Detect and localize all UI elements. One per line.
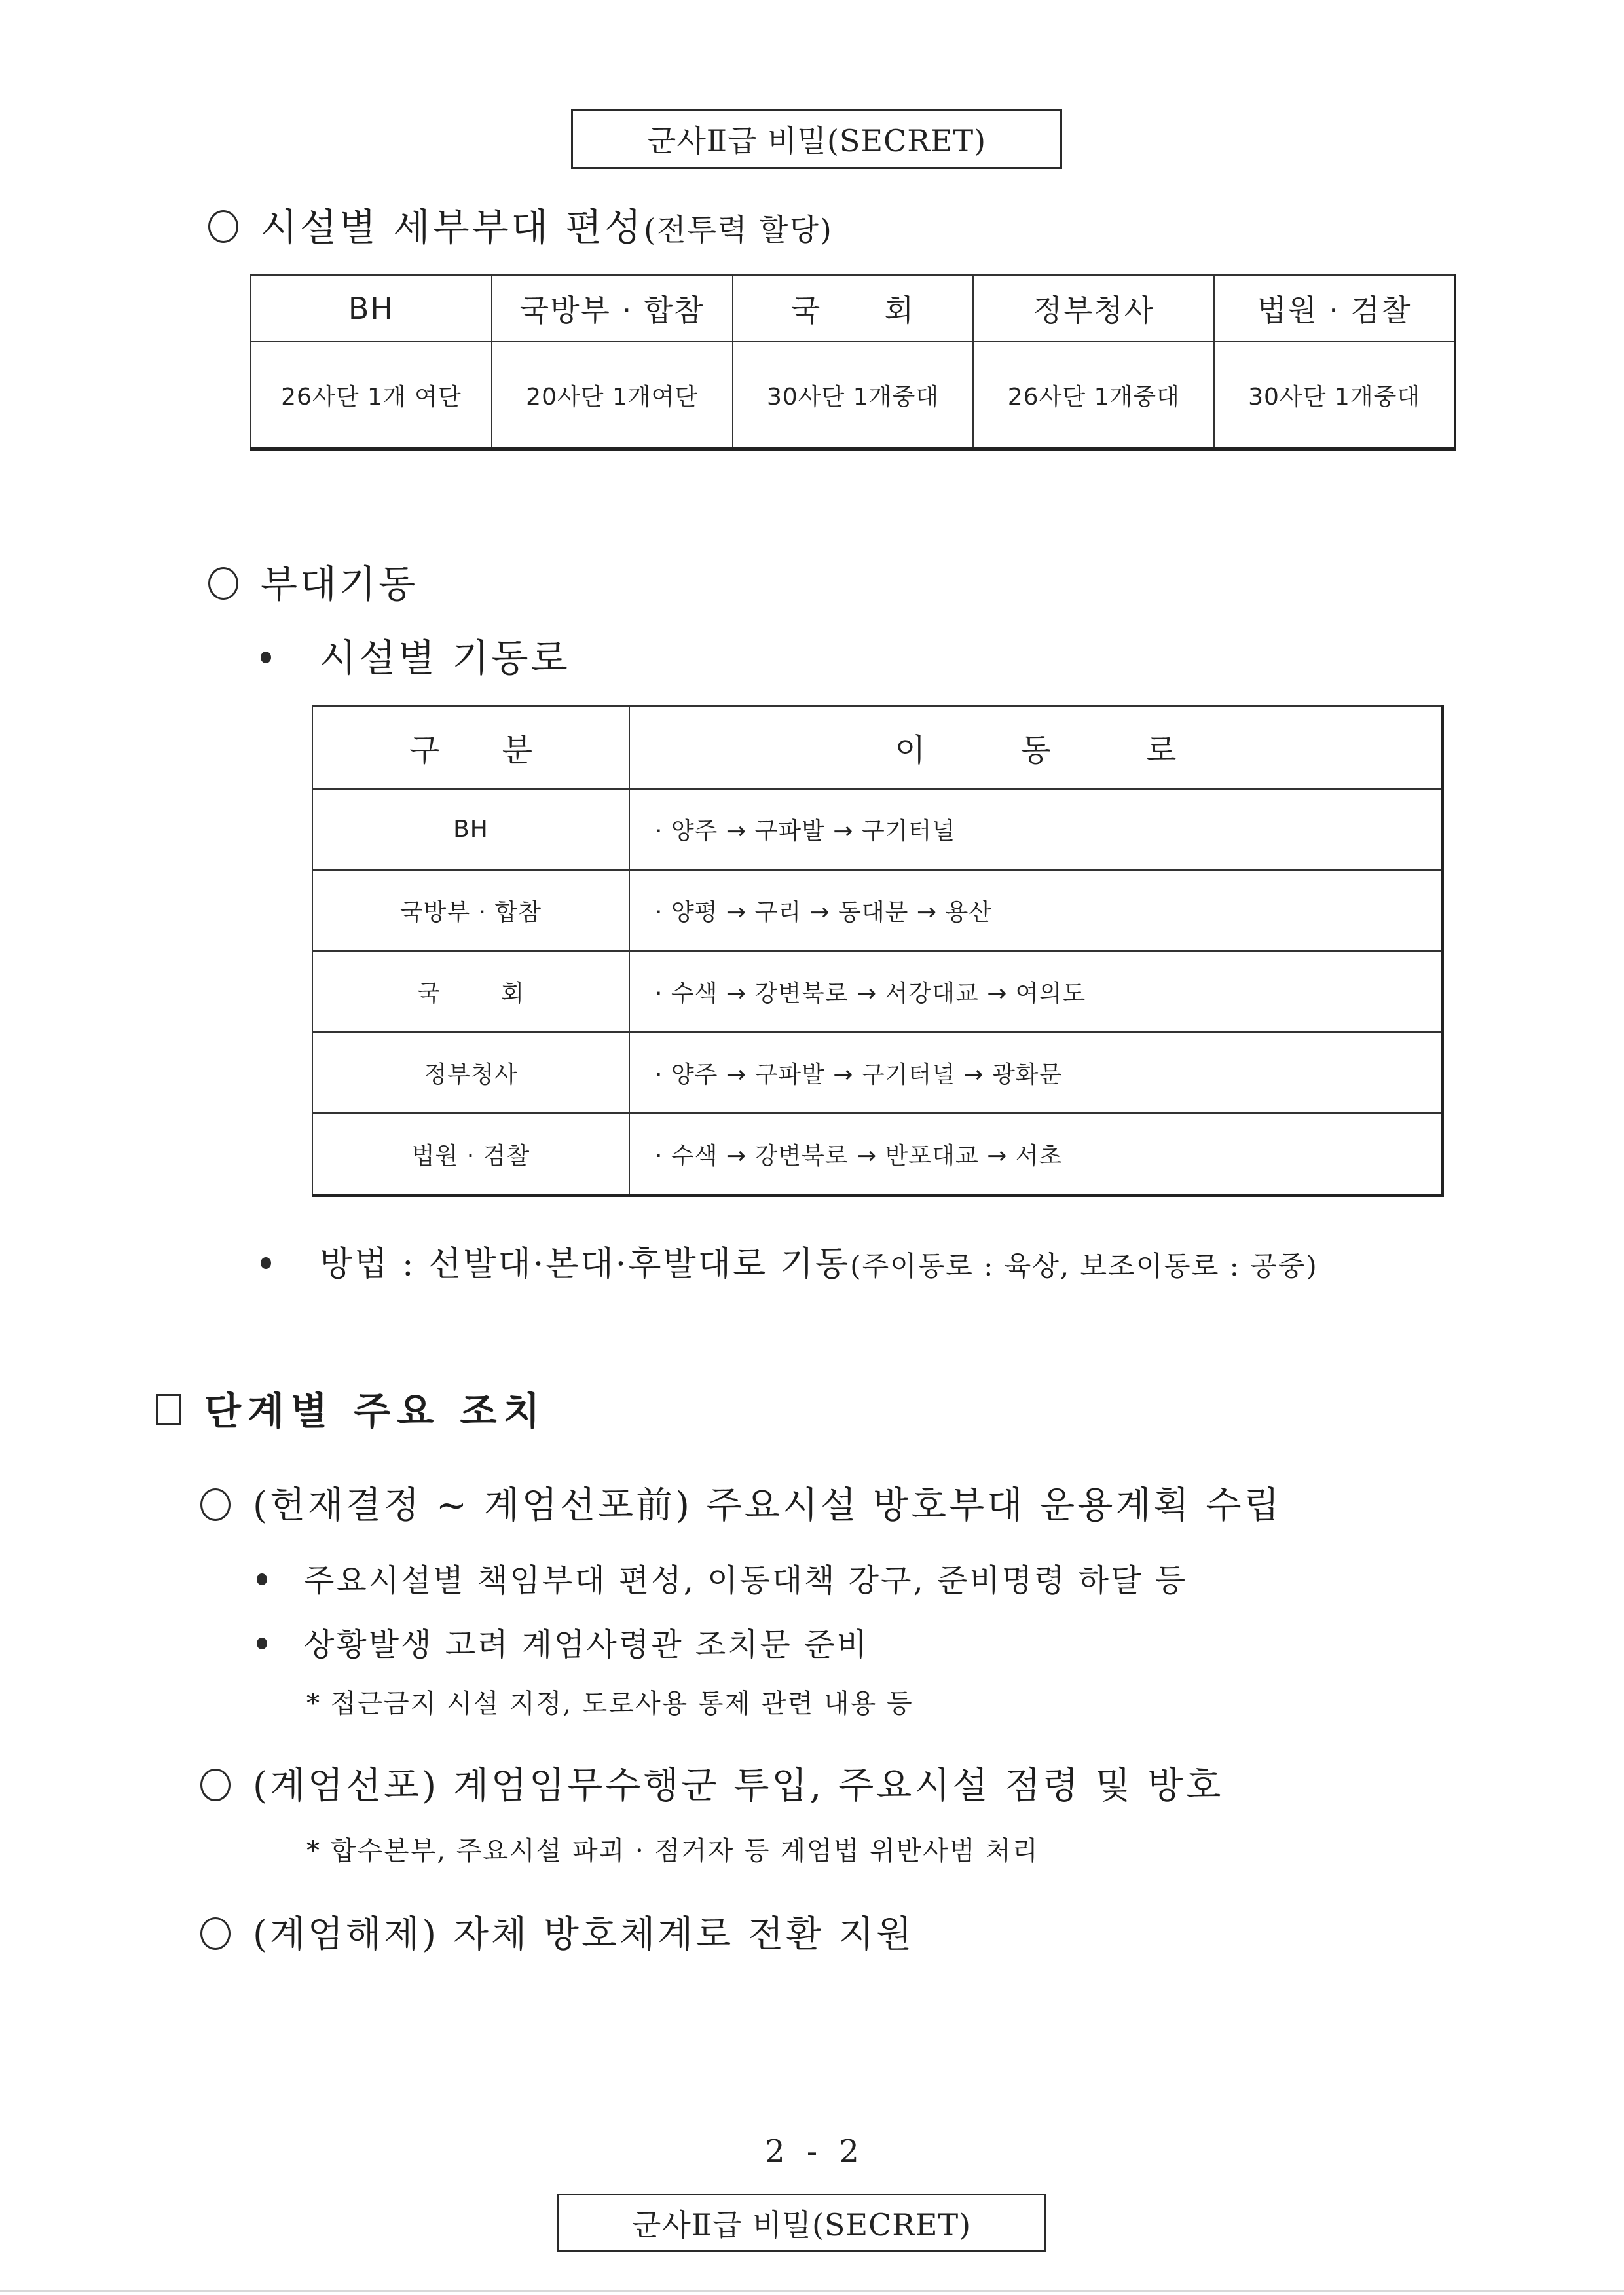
heading-paren: (전투력 할당) [644, 212, 833, 248]
table-row [312, 870, 1443, 951]
method-text: 방법 : 선발대·본대·후발대로 기동 [320, 1245, 851, 1284]
table-header-cell: 국방부 · 합참 [492, 275, 733, 342]
table-cell: 30사단 1개중대 [1214, 342, 1455, 449]
classification-banner-top [571, 109, 1062, 169]
circle-bullet-icon [200, 1917, 231, 1950]
classification-label: 군사Ⅱ급 비밀(SECRET) [646, 123, 987, 158]
table-header-cell: 구 분 [312, 706, 629, 789]
section-unit-organization-heading [208, 196, 833, 251]
phase-bullet [257, 1619, 869, 1664]
route-cell: · 양주 → 구파발 → 구기터널 → 광화문 [629, 1033, 1443, 1114]
table-header-cell: 정부청사 [973, 275, 1214, 342]
bullet-text: 주요시설별 책임부대 편성, 이동대책 강구, 준비명령 하달 등 [304, 1562, 1188, 1599]
table-header-row [251, 275, 1455, 342]
phase-text: (계엄해제) 자체 방호체계로 전환 지원 [253, 1913, 915, 1956]
subheading-text: 시설별 기동로 [320, 636, 570, 680]
phase-bullet [257, 1555, 1187, 1600]
route-cell: · 수색 → 강변북로 → 반포대교 → 서초 [629, 1114, 1443, 1196]
movement-method-line [261, 1236, 1318, 1285]
table-header-row [312, 706, 1443, 789]
route-cell: · 양주 → 구파발 → 구기터널 [629, 789, 1443, 870]
phase-note: * 접근금지 시설 지정, 도로사용 통제 관련 내용 등 [306, 1689, 913, 1719]
phase-text: (계엄선포) 계엄임무수행군 투입, 주요시설 점령 및 방호 [253, 1765, 1224, 1807]
section-unit-movement-heading [208, 553, 418, 608]
table-cell: 26사단 1개중대 [973, 342, 1214, 449]
circle-bullet-icon [208, 210, 238, 243]
route-cell: · 양평 → 구리 → 동대문 → 용산 [629, 870, 1443, 951]
movement-routes-table [312, 705, 1444, 1197]
phase-item-lifting [200, 1905, 914, 1958]
table-row [312, 1033, 1443, 1114]
bullet-text: 상황발생 고려 계엄사령관 조치문 준비 [304, 1626, 869, 1663]
circle-bullet-icon [208, 567, 238, 600]
facility-cell: 법원 · 검찰 [312, 1114, 629, 1196]
table-row [312, 789, 1443, 870]
table-row [312, 951, 1443, 1033]
movement-routes-subheading [261, 627, 570, 682]
table-row [251, 342, 1455, 449]
circle-bullet-icon [200, 1769, 231, 1801]
facility-cell: 국방부 · 합참 [312, 870, 629, 951]
classification-label: 군사Ⅱ급 비밀(SECRET) [631, 2207, 972, 2243]
facility-cell: 국 회 [312, 951, 629, 1033]
table-cell: 26사단 1개 여단 [251, 342, 492, 449]
table-header-cell: 국 회 [733, 275, 974, 342]
classification-banner-bottom [557, 2194, 1046, 2252]
table-row [312, 1114, 1443, 1196]
unit-allocation-table [250, 274, 1456, 451]
table-cell: 30사단 1개중대 [733, 342, 974, 449]
dot-bullet-icon [261, 1257, 271, 1269]
table-header-cell: 이 동 로 [629, 706, 1443, 789]
page-number: 2 - 2 [765, 2133, 859, 2170]
heading-text: 시설별 세부부대 편성 [261, 205, 644, 249]
dot-bullet-icon [261, 652, 271, 663]
route-cell: · 수색 → 강변북로 → 서강대교 → 여의도 [629, 951, 1443, 1033]
circle-bullet-icon [200, 1488, 231, 1521]
table-header-cell: 법원 · 검찰 [1214, 275, 1455, 342]
dot-bullet-icon [257, 1573, 267, 1585]
phase-item-declaration [200, 1757, 1223, 1809]
dot-bullet-icon [257, 1638, 267, 1649]
facility-cell: 정부청사 [312, 1033, 629, 1114]
table-cell: 20사단 1개여단 [492, 342, 733, 449]
phase-text: (헌재결정 ~ 계엄선포前) 주요시설 방호부대 운용계획 수립 [253, 1484, 1282, 1527]
section-phase-measures-heading [156, 1380, 547, 1435]
phase-note: * 합수본부, 주요시설 파괴 · 점거자 등 계엄법 위반사범 처리 [306, 1836, 1039, 1866]
scan-edge-divider [0, 2290, 1624, 2292]
table-header-cell: BH [251, 275, 492, 342]
facility-cell: BH [312, 789, 629, 870]
square-bullet-icon [156, 1394, 181, 1425]
heading-text: 부대기동 [261, 562, 418, 606]
phase-item-pre-declaration [200, 1477, 1282, 1529]
heading-text: 단계별 주요 조치 [204, 1389, 547, 1433]
method-paren: (주이동로 : 육상, 보조이동로 : 공중) [850, 1250, 1318, 1282]
